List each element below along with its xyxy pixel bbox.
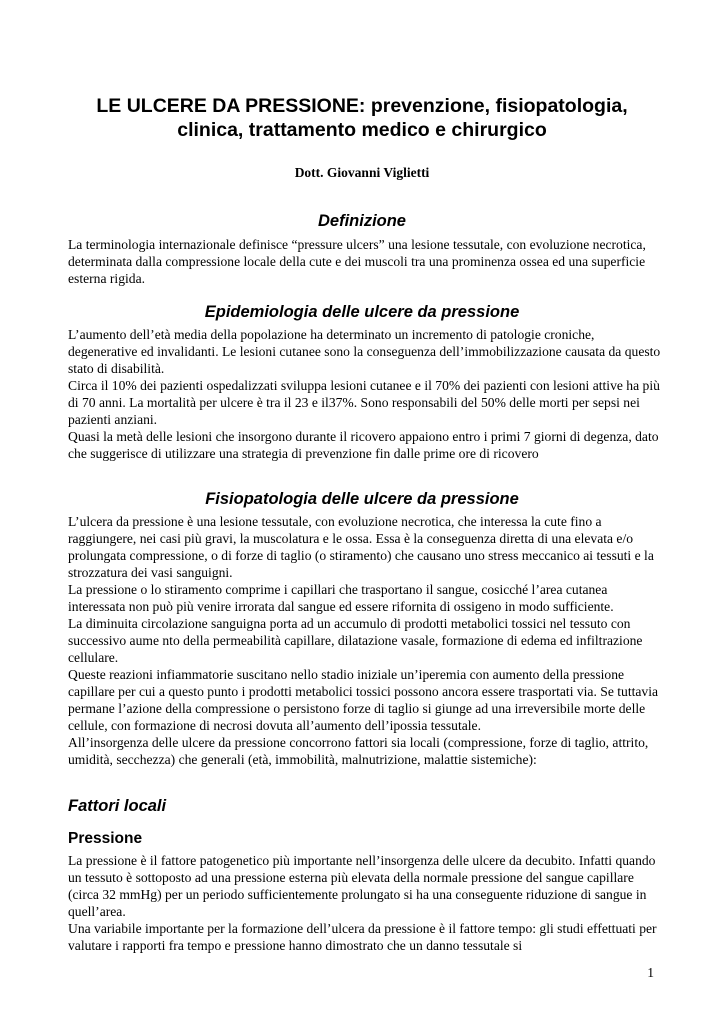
section-epidemiologia-body — [68, 326, 662, 462]
paragraph: Circa il 10% dei pazienti ospedalizzati sviluppa lesioni cutanee e il 70% dei pazienti con lesioni attive ha più di 70 anni. La mortalità per ulcere è tra il 23 e il37%. Sono responsabili del 50% delle morti per sepsi nei pazienti anziani. — [68, 378, 660, 427]
document-title — [60, 94, 664, 142]
page-number: 1 — [647, 965, 654, 980]
paragraph: Quasi la metà delle lesioni che insorgono durante il ricovero appaiono entro i primi 7 giorni di degenza, dato che suggerisce di utilizzare una strategia di prevenzione fin dalle prime ore di ricovero — [68, 429, 659, 461]
heading-fattori-locali: Fattori locali — [68, 797, 167, 815]
paragraph: La pressione è il fattore patogenetico più importante nell’insorgenza delle ulcere da decubito. Infatti quando un tessuto è sottoposto ad una pressione esterna più elevata della normale pressione del sangue capillare (circa 32 mmHg) per un periodo sufficientemente prolungato si ha una conseguente riduzione di sangue in quell’area. — [68, 853, 656, 919]
section-definizione-body — [68, 236, 662, 287]
heading-fisiopatologia: Fisiopatologia delle ulcere da pressione — [205, 490, 519, 508]
heading-definizione: Definizione — [317, 212, 406, 230]
paragraph: La diminuita circolazione sanguigna porta ad un accumulo di prodotti metabolici tossici nel tessuto con successivo aume nto della permeabilità capillare, dilatazione vasale, formazione di edema ed infiltrazione cellulare. — [68, 616, 643, 665]
paragraph: Una variabile importante per la formazione dell’ulcera da pressione è il fattore tempo: gli studi effettuati per valutare i rapporti fra tempo e pressione hanno dimostrato che un danno tessutale si — [68, 921, 657, 953]
section-fisiopatologia-body — [68, 513, 662, 768]
heading-pressione: Pressione — [68, 830, 143, 847]
author: Dott. Giovanni Viglietti — [294, 165, 430, 180]
paragraph: Queste reazioni infiammatorie suscitano nello stadio iniziale un’iperemia con aumento della pressione capillare per cui a questo punto i prodotti metabolici tossici possono ancora essere trasportati via. Se tuttavia permane l’azione della compressione o persistono forze di taglio si giunge ad una irreversibile morte delle cellule, con formazione di necrosi dovuta all’aumento dell’ipossia tessutale. — [68, 667, 659, 733]
section-pressione-body — [68, 852, 662, 954]
paragraph: L’aumento dell’età media della popolazione ha determinato un incremento di patologie croniche, degenerative ed invalidanti. Le lesioni cutanee sono la conseguenza dell’immobilizzazione causata da questo stato di disabilità. — [68, 327, 661, 376]
paragraph: La pressione o lo stiramento comprime i capillari che trasportano il sangue, cosicché l’area cutanea interessata non può più venire irrorata dal sangue ed essere rifornita di ossigeno in modo sufficiente. — [68, 582, 614, 614]
paragraph: L’ulcera da pressione è una lesione tessutale, con evoluzione necrotica, che interessa la cute fino a raggiungere, nei casi più gravi, la muscolatura e le ossa. Essa è la conseguenza diretta di una elevata e/o prolungata compressione, o di forze di taglio (o stiramento) che causano uno stress meccanico ai tessuti e la strozzatura dei vasi sanguigni. — [68, 514, 654, 580]
title-line-1: LE ULCERE DA PRESSIONE: prevenzione, fisiopatologia, — [96, 95, 628, 117]
paragraph: La terminologia internazionale definisce “pressure ulcers” una lesione tessutale, con evoluzione necrotica, determinata dalla compressione locale della cute e dei muscoli tra una prominenza ossea ed una superficie esterna rigida. — [68, 237, 646, 286]
paragraph: All’insorgenza delle ulcere da pressione concorrono fattori sia locali (compressione, forze di taglio, attrito, umidità, secchezza) che generali (età, immobilità, malnutrizione, malattie sistemiche): — [68, 735, 649, 767]
heading-epidemiologia: Epidemiologia delle ulcere da pressione — [204, 303, 520, 321]
title-line-2: clinica, trattamento medico e chirurgico — [177, 119, 547, 141]
